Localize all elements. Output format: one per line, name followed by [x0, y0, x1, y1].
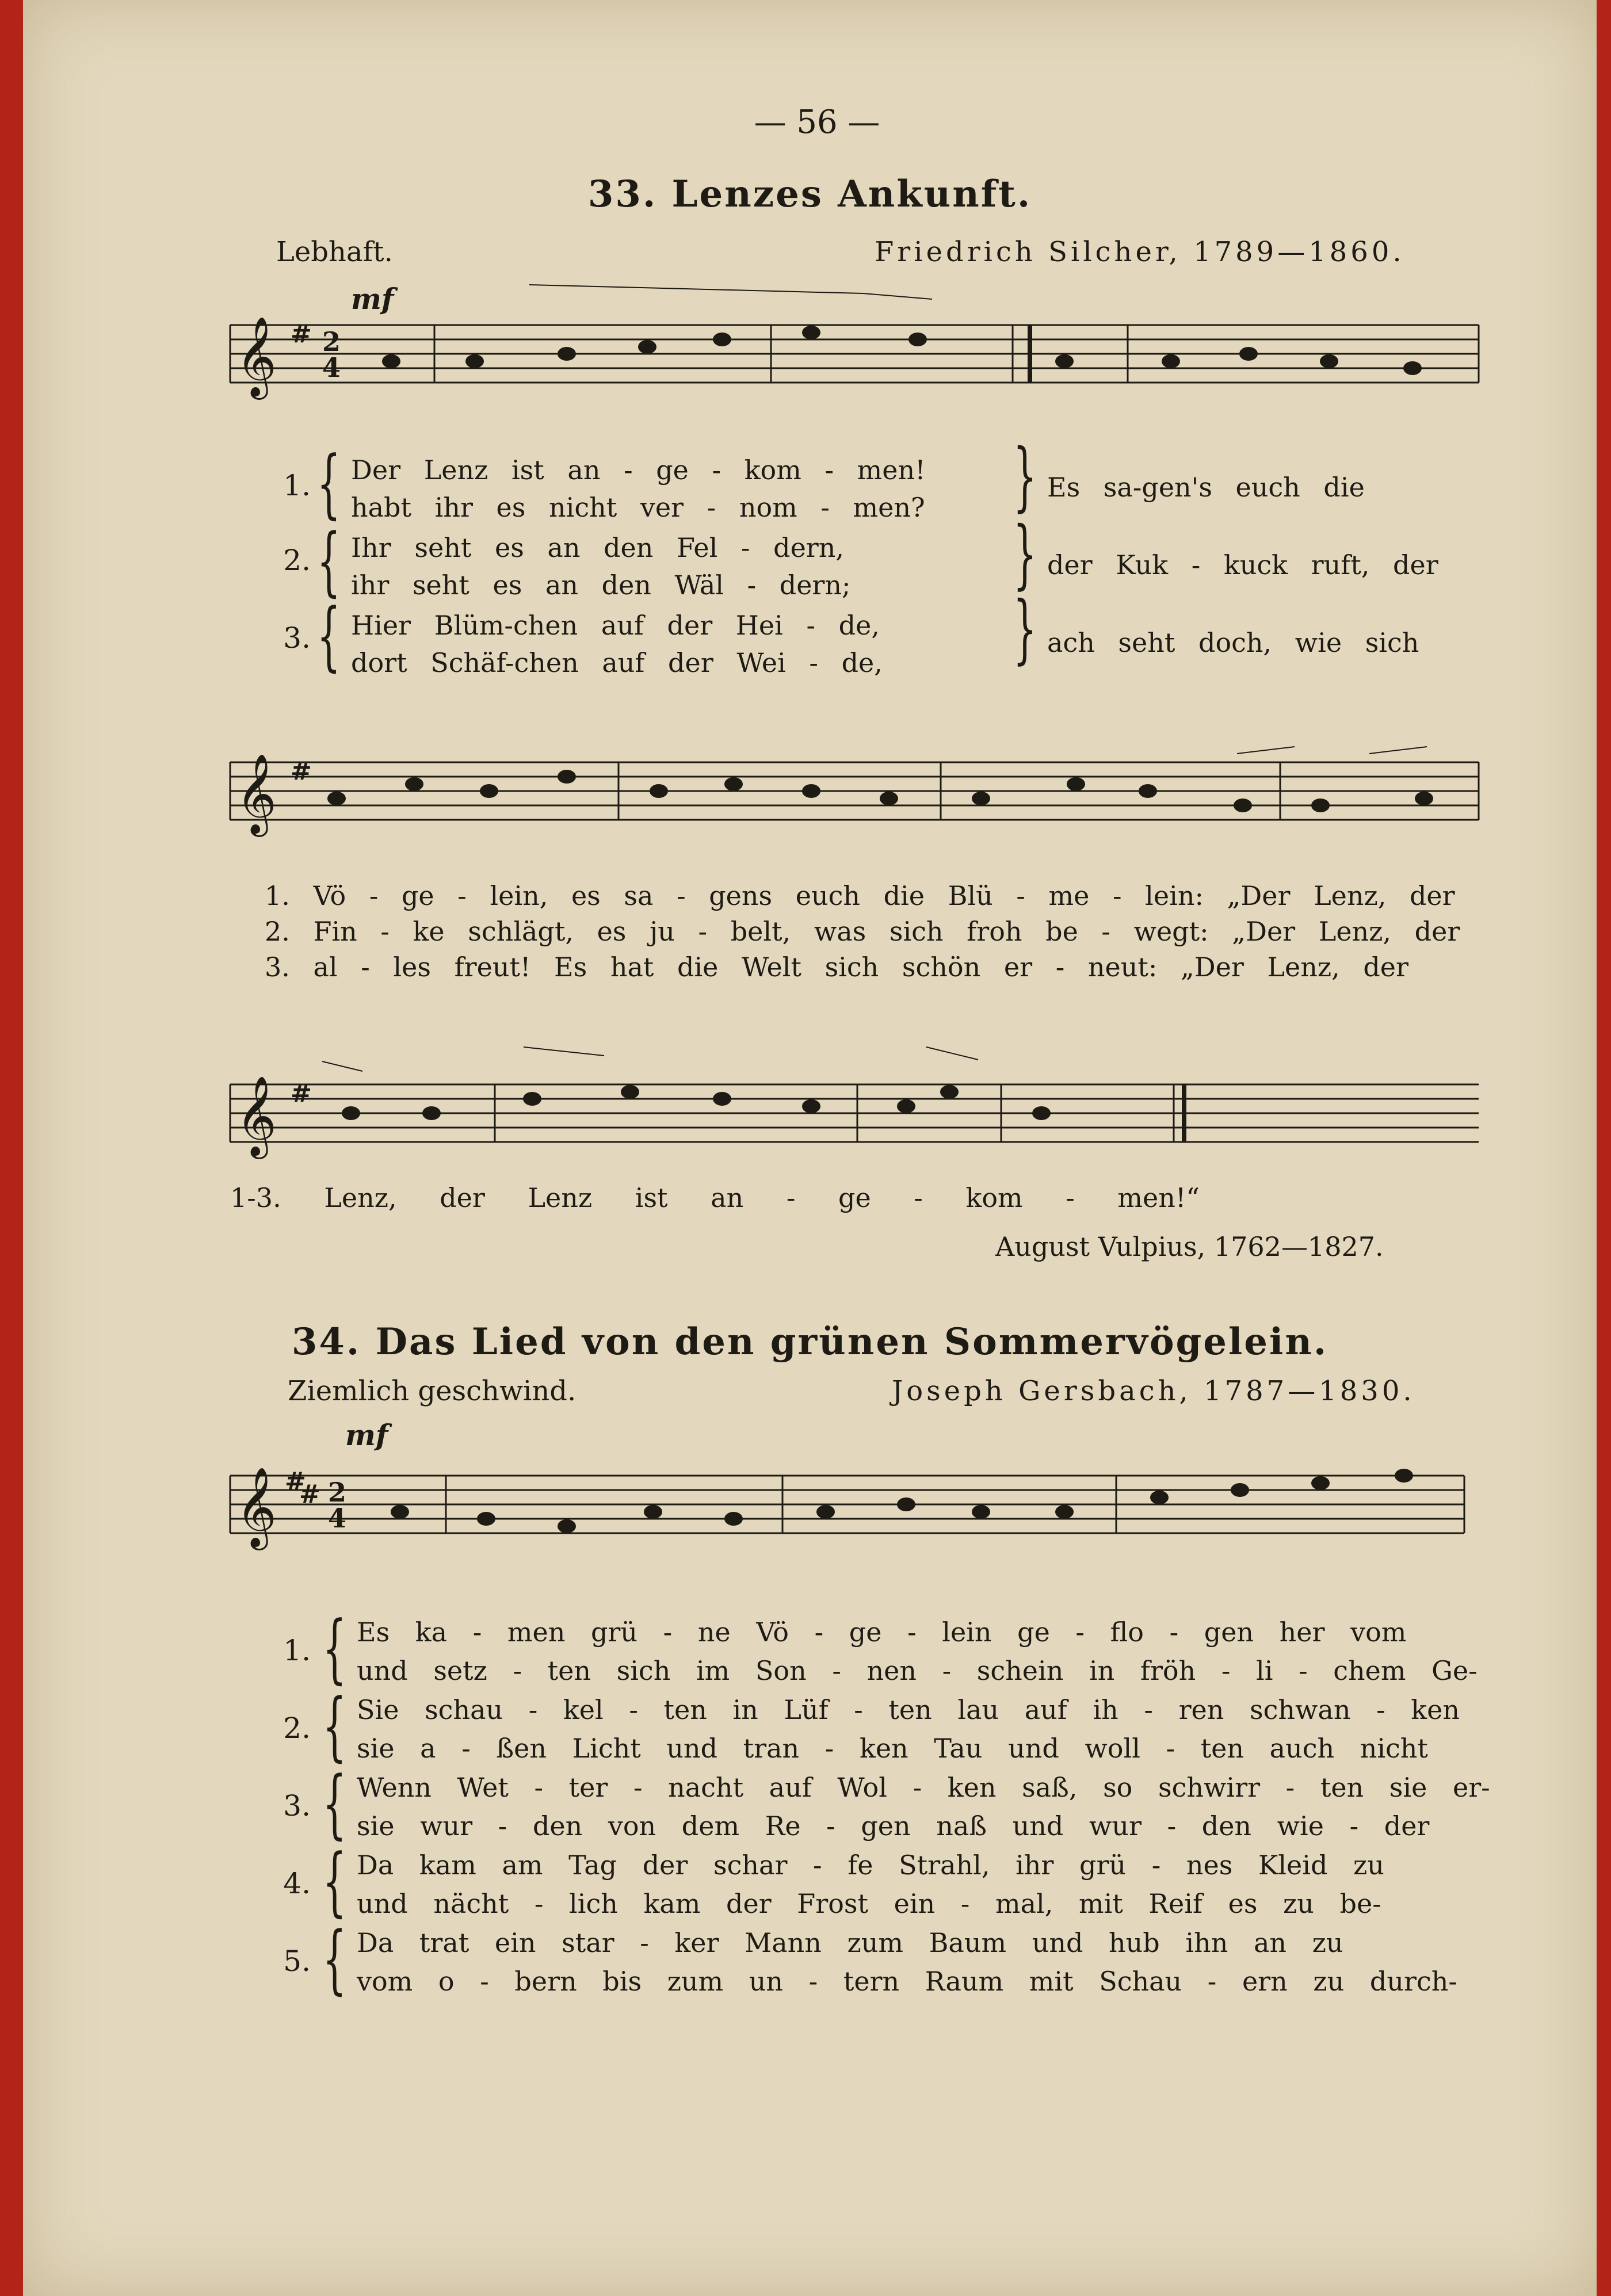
lyric-line: Da kam am Tag der schar - fe Strahl, ihr grü - nes Kleid zu: [357, 1850, 1384, 1881]
svg-text:#: #: [291, 1079, 312, 1108]
svg-text:4: 4: [322, 352, 341, 383]
stanza-label: 3.: [283, 621, 311, 655]
svg-text:2: 2: [328, 1477, 347, 1508]
svg-text:#: #: [291, 319, 312, 349]
brace-bracket: {: [316, 440, 341, 527]
brace-bracket: {: [316, 592, 341, 679]
stanza-label: 1.: [283, 469, 311, 502]
lyric-line: Da trat ein star - ker Mann zum Baum und hub ihn an zu: [357, 1927, 1343, 1958]
lyric-line: und setz - ten sich im Son - nen - schein in fröh - li - chem Ge-: [357, 1655, 1478, 1686]
brace-bracket: {: [1013, 440, 1037, 527]
lyric-line: Sie schau - kel - ten in Lüf - ten lau auf ih - ren schwan - ken: [357, 1694, 1460, 1725]
svg-text:4: 4: [328, 1503, 347, 1534]
songbook-page: [23, 0, 1597, 2296]
brace-bracket: {: [1013, 517, 1037, 605]
page-number: — 56 —: [754, 104, 880, 141]
dynamic-mark-33: mf: [351, 282, 394, 316]
brace-bracket: {: [322, 1604, 347, 1692]
song-title-33: 33. Lenzes Ankunft.: [587, 173, 1032, 216]
brace-bracket: {: [1013, 592, 1037, 679]
brace-bracket: {: [322, 1682, 347, 1770]
lyric-line: dort Schäf-chen auf der Wei - de,: [351, 647, 883, 678]
stanza-label: 2.: [283, 1712, 311, 1745]
lyric-line: Der Lenz ist an - ge - kom - men!: [351, 454, 926, 486]
stanza-label: 1.: [283, 1634, 311, 1667]
svg-text:#: #: [299, 1480, 320, 1509]
stanza-label: 3.: [283, 1789, 311, 1823]
lyric-line: sie a - ßen Licht und tran - ken Tau und woll - ten auch nicht: [357, 1733, 1428, 1764]
lyric-line: ach seht doch, wie sich: [1047, 627, 1419, 658]
lyric-line: der Kuk - kuck ruft, der: [1047, 549, 1438, 580]
lyric-line: und nächt - lich kam der Frost ein - mal, mit Reif es zu be-: [357, 1888, 1381, 1919]
song-title-34: 34. Das Lied von den grünen Sommervögelein.: [291, 1320, 1328, 1363]
svg-text:2: 2: [322, 326, 341, 357]
lyric-line: Es sa-gen's euch die: [1047, 472, 1365, 503]
composer-33: Friedrich Silcher, 1789—1860.: [875, 236, 1405, 268]
lyric-line: Hier Blüm-chen auf der Hei - de,: [351, 610, 880, 641]
brace-bracket: {: [322, 1915, 347, 2003]
lyric-line: habt ihr es nicht ver - nom - men?: [351, 492, 925, 523]
lyric-line: ihr seht es an den Wäl - dern;: [351, 570, 851, 601]
lyric-line: 2. Fin - ke schlägt, es ju - belt, was sich froh be - wegt: „Der Lenz, der: [265, 916, 1460, 947]
stanza-label: 4.: [283, 1867, 311, 1900]
lyric-line: Es ka - men grü - ne Vö - ge - lein ge - flo - gen her vom: [357, 1617, 1407, 1648]
lyric-line: Wenn Wet - ter - nacht auf Wol - ken saß, so schwirr - ten sie er-: [357, 1772, 1490, 1803]
lyric-line: Ihr seht es an den Fel - dern,: [351, 532, 845, 563]
lyric-line: 3. al - les freut! Es hat die Welt sich schön er - neut: „Der Lenz, der: [265, 952, 1409, 983]
brace-bracket: {: [316, 517, 341, 605]
lyric-line: 1-3. Lenz, der Lenz ist an - ge - kom - men!“: [230, 1182, 1200, 1213]
brace-bracket: {: [322, 1760, 347, 1847]
svg-text:𝄞: 𝄞: [236, 754, 277, 834]
svg-text:𝄞: 𝄞: [236, 316, 277, 396]
dynamic-mark-34: mf: [345, 1418, 388, 1452]
lyric-line: 1. Vö - ge - lein, es sa - gens euch die Blü - me - lein: „Der Lenz, der: [265, 880, 1455, 911]
lyric-line: vom o - bern bis zum un - tern Raum mit Schau - ern zu durch-: [357, 1966, 1457, 1997]
tempo-marking-33: Lebhaft.: [276, 236, 393, 268]
svg-text:#: #: [291, 757, 312, 786]
svg-text:𝄞: 𝄞: [236, 1467, 277, 1547]
stanza-label: 5.: [283, 1944, 311, 1978]
svg-text:𝄞: 𝄞: [236, 1076, 277, 1156]
lyric-line: sie wur - den von dem Re - gen naß und wur - den wie - der: [357, 1810, 1430, 1842]
lyricist-credit: August Vulpius, 1762—1827.: [995, 1231, 1384, 1262]
svg-text:#: #: [285, 1467, 306, 1496]
brace-bracket: {: [322, 1837, 347, 1925]
composer-34: Joseph Gersbach, 1787—1830.: [892, 1375, 1415, 1407]
stanza-label: 2.: [283, 544, 311, 577]
tempo-marking-34: Ziemlich geschwind.: [288, 1375, 577, 1407]
